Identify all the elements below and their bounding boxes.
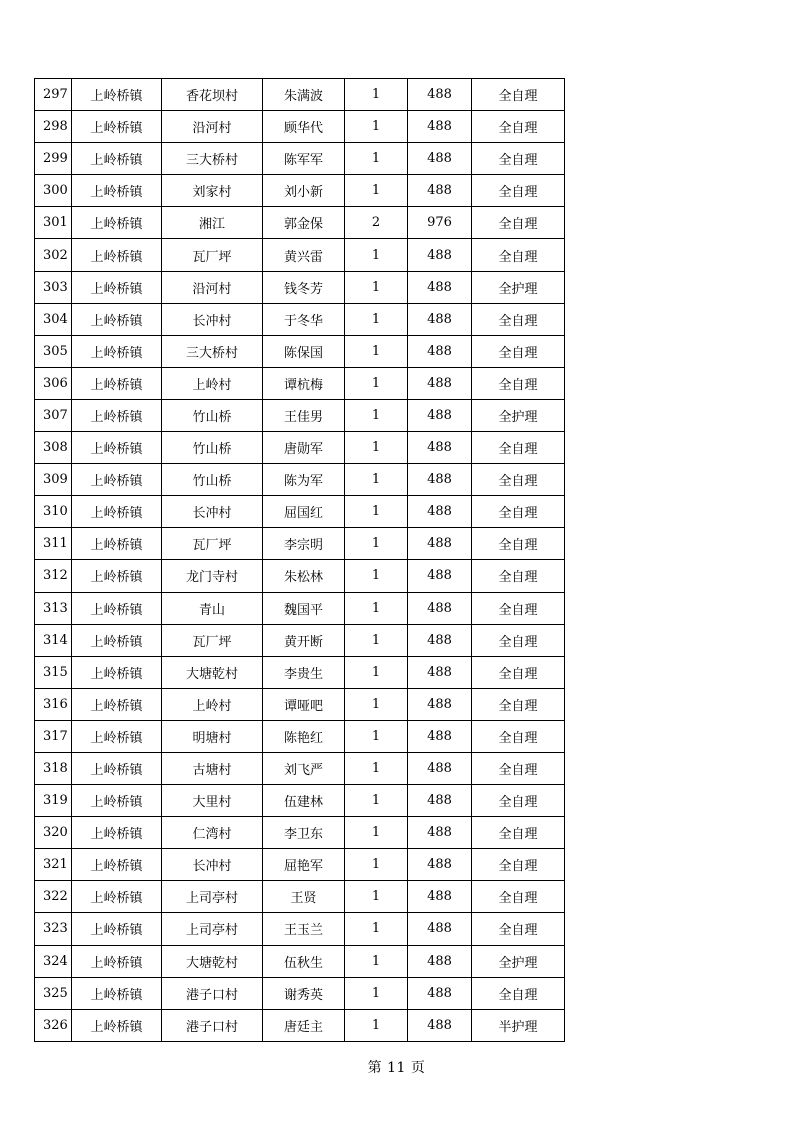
town-cell: 上岭桥镇 bbox=[72, 239, 162, 271]
row-number: 324 bbox=[35, 945, 72, 977]
care-type-cell: 全自理 bbox=[472, 881, 565, 913]
count-cell: 1 bbox=[345, 175, 408, 207]
village-cell: 上岭村 bbox=[162, 367, 263, 399]
table-row bbox=[35, 656, 565, 688]
care-type-cell: 全自理 bbox=[472, 592, 565, 624]
table-row bbox=[35, 560, 565, 592]
table-row bbox=[35, 1009, 565, 1041]
row-number: 315 bbox=[35, 656, 72, 688]
name-cell: 王贤 bbox=[263, 881, 345, 913]
table-row bbox=[35, 817, 565, 849]
care-type-cell: 全自理 bbox=[472, 977, 565, 1009]
care-type-cell: 全护理 bbox=[472, 945, 565, 977]
row-number: 319 bbox=[35, 785, 72, 817]
amount-cell: 488 bbox=[408, 271, 472, 303]
town-cell: 上岭桥镇 bbox=[72, 303, 162, 335]
town-cell: 上岭桥镇 bbox=[72, 977, 162, 1009]
row-number: 318 bbox=[35, 752, 72, 784]
table-row bbox=[35, 79, 565, 111]
village-cell: 龙门寺村 bbox=[162, 560, 263, 592]
row-number: 306 bbox=[35, 367, 72, 399]
amount-cell: 488 bbox=[408, 720, 472, 752]
table-row bbox=[35, 303, 565, 335]
count-cell: 1 bbox=[345, 977, 408, 1009]
table-row bbox=[35, 464, 565, 496]
town-cell: 上岭桥镇 bbox=[72, 79, 162, 111]
name-cell: 黄开断 bbox=[263, 624, 345, 656]
name-cell: 钱冬芳 bbox=[263, 271, 345, 303]
village-cell: 大里村 bbox=[162, 785, 263, 817]
row-number: 314 bbox=[35, 624, 72, 656]
name-cell: 朱松林 bbox=[263, 560, 345, 592]
table-row bbox=[35, 175, 565, 207]
town-cell: 上岭桥镇 bbox=[72, 752, 162, 784]
care-type-cell: 全自理 bbox=[472, 111, 565, 143]
row-number: 312 bbox=[35, 560, 72, 592]
village-cell: 上司亭村 bbox=[162, 913, 263, 945]
count-cell: 1 bbox=[345, 849, 408, 881]
town-cell: 上岭桥镇 bbox=[72, 207, 162, 239]
village-cell: 瓦厂坪 bbox=[162, 239, 263, 271]
count-cell: 1 bbox=[345, 1009, 408, 1041]
town-cell: 上岭桥镇 bbox=[72, 913, 162, 945]
town-cell: 上岭桥镇 bbox=[72, 464, 162, 496]
row-number: 311 bbox=[35, 528, 72, 560]
town-cell: 上岭桥镇 bbox=[72, 271, 162, 303]
count-cell: 1 bbox=[345, 656, 408, 688]
row-number: 321 bbox=[35, 849, 72, 881]
care-type-cell: 全自理 bbox=[472, 656, 565, 688]
count-cell: 1 bbox=[345, 817, 408, 849]
name-cell: 顾华代 bbox=[263, 111, 345, 143]
name-cell: 唐勋军 bbox=[263, 432, 345, 464]
amount-cell: 488 bbox=[408, 111, 472, 143]
town-cell: 上岭桥镇 bbox=[72, 1009, 162, 1041]
care-type-cell: 全护理 bbox=[472, 271, 565, 303]
care-type-cell: 全自理 bbox=[472, 207, 565, 239]
count-cell: 1 bbox=[345, 496, 408, 528]
amount-cell: 488 bbox=[408, 528, 472, 560]
town-cell: 上岭桥镇 bbox=[72, 111, 162, 143]
village-cell: 沿河村 bbox=[162, 111, 263, 143]
row-number: 309 bbox=[35, 464, 72, 496]
name-cell: 伍秋生 bbox=[263, 945, 345, 977]
amount-cell: 488 bbox=[408, 849, 472, 881]
village-cell: 上司亭村 bbox=[162, 881, 263, 913]
count-cell: 1 bbox=[345, 271, 408, 303]
name-cell: 陈为军 bbox=[263, 464, 345, 496]
village-cell: 大塘乾村 bbox=[162, 945, 263, 977]
count-cell: 1 bbox=[345, 111, 408, 143]
town-cell: 上岭桥镇 bbox=[72, 945, 162, 977]
town-cell: 上岭桥镇 bbox=[72, 592, 162, 624]
count-cell: 1 bbox=[345, 592, 408, 624]
amount-cell: 488 bbox=[408, 656, 472, 688]
amount-cell: 488 bbox=[408, 335, 472, 367]
table-row bbox=[35, 688, 565, 720]
count-cell: 1 bbox=[345, 688, 408, 720]
care-type-cell: 全自理 bbox=[472, 464, 565, 496]
table-row bbox=[35, 496, 565, 528]
care-type-cell: 全自理 bbox=[472, 496, 565, 528]
table-row bbox=[35, 239, 565, 271]
row-number: 305 bbox=[35, 335, 72, 367]
village-cell: 香花坝村 bbox=[162, 79, 263, 111]
row-number: 310 bbox=[35, 496, 72, 528]
amount-cell: 488 bbox=[408, 977, 472, 1009]
row-number: 303 bbox=[35, 271, 72, 303]
village-cell: 港子口村 bbox=[162, 977, 263, 1009]
count-cell: 1 bbox=[345, 367, 408, 399]
town-cell: 上岭桥镇 bbox=[72, 624, 162, 656]
row-number: 323 bbox=[35, 913, 72, 945]
count-cell: 1 bbox=[345, 720, 408, 752]
town-cell: 上岭桥镇 bbox=[72, 720, 162, 752]
count-cell: 1 bbox=[345, 399, 408, 431]
name-cell: 王佳男 bbox=[263, 399, 345, 431]
count-cell: 1 bbox=[345, 464, 408, 496]
town-cell: 上岭桥镇 bbox=[72, 399, 162, 431]
row-number: 297 bbox=[35, 79, 72, 111]
village-cell: 竹山桥 bbox=[162, 399, 263, 431]
amount-cell: 488 bbox=[408, 913, 472, 945]
village-cell: 三大桥村 bbox=[162, 143, 263, 175]
village-cell: 港子口村 bbox=[162, 1009, 263, 1041]
table-row bbox=[35, 111, 565, 143]
name-cell: 王玉兰 bbox=[263, 913, 345, 945]
amount-cell: 488 bbox=[408, 752, 472, 784]
table-row bbox=[35, 207, 565, 239]
name-cell: 谭哑吧 bbox=[263, 688, 345, 720]
amount-cell: 976 bbox=[408, 207, 472, 239]
row-number: 307 bbox=[35, 399, 72, 431]
amount-cell: 488 bbox=[408, 303, 472, 335]
records-table bbox=[34, 78, 565, 1042]
count-cell: 1 bbox=[345, 881, 408, 913]
town-cell: 上岭桥镇 bbox=[72, 849, 162, 881]
amount-cell: 488 bbox=[408, 143, 472, 175]
name-cell: 伍建林 bbox=[263, 785, 345, 817]
table-row bbox=[35, 143, 565, 175]
name-cell: 刘飞严 bbox=[263, 752, 345, 784]
village-cell: 大塘乾村 bbox=[162, 656, 263, 688]
count-cell: 1 bbox=[345, 79, 408, 111]
count-cell: 1 bbox=[345, 624, 408, 656]
row-number: 313 bbox=[35, 592, 72, 624]
town-cell: 上岭桥镇 bbox=[72, 688, 162, 720]
village-cell: 青山 bbox=[162, 592, 263, 624]
town-cell: 上岭桥镇 bbox=[72, 367, 162, 399]
village-cell: 长冲村 bbox=[162, 496, 263, 528]
amount-cell: 488 bbox=[408, 464, 472, 496]
town-cell: 上岭桥镇 bbox=[72, 528, 162, 560]
town-cell: 上岭桥镇 bbox=[72, 175, 162, 207]
care-type-cell: 全护理 bbox=[472, 399, 565, 431]
village-cell: 三大桥村 bbox=[162, 335, 263, 367]
table-row bbox=[35, 367, 565, 399]
table-row bbox=[35, 624, 565, 656]
amount-cell: 488 bbox=[408, 560, 472, 592]
town-cell: 上岭桥镇 bbox=[72, 432, 162, 464]
amount-cell: 488 bbox=[408, 432, 472, 464]
row-number: 317 bbox=[35, 720, 72, 752]
amount-cell: 488 bbox=[408, 496, 472, 528]
village-cell: 明塘村 bbox=[162, 720, 263, 752]
table-row bbox=[35, 335, 565, 367]
care-type-cell: 全自理 bbox=[472, 303, 565, 335]
amount-cell: 488 bbox=[408, 1009, 472, 1041]
name-cell: 陈艳红 bbox=[263, 720, 345, 752]
table-row bbox=[35, 271, 565, 303]
row-number: 325 bbox=[35, 977, 72, 1009]
table-row bbox=[35, 720, 565, 752]
name-cell: 李卫东 bbox=[263, 817, 345, 849]
table-row bbox=[35, 432, 565, 464]
care-type-cell: 半护理 bbox=[472, 1009, 565, 1041]
name-cell: 唐廷主 bbox=[263, 1009, 345, 1041]
care-type-cell: 全自理 bbox=[472, 560, 565, 592]
count-cell: 1 bbox=[345, 335, 408, 367]
name-cell: 郭金保 bbox=[263, 207, 345, 239]
village-cell: 沿河村 bbox=[162, 271, 263, 303]
row-number: 320 bbox=[35, 817, 72, 849]
count-cell: 1 bbox=[345, 752, 408, 784]
village-cell: 湘江 bbox=[162, 207, 263, 239]
care-type-cell: 全自理 bbox=[472, 752, 565, 784]
amount-cell: 488 bbox=[408, 79, 472, 111]
count-cell: 1 bbox=[345, 143, 408, 175]
row-number: 300 bbox=[35, 175, 72, 207]
village-cell: 瓦厂坪 bbox=[162, 528, 263, 560]
row-number: 308 bbox=[35, 432, 72, 464]
table-row bbox=[35, 849, 565, 881]
care-type-cell: 全自理 bbox=[472, 849, 565, 881]
count-cell: 1 bbox=[345, 432, 408, 464]
care-type-cell: 全自理 bbox=[472, 817, 565, 849]
amount-cell: 488 bbox=[408, 592, 472, 624]
name-cell: 黄兴雷 bbox=[263, 239, 345, 271]
care-type-cell: 全自理 bbox=[472, 624, 565, 656]
village-cell: 长冲村 bbox=[162, 849, 263, 881]
town-cell: 上岭桥镇 bbox=[72, 881, 162, 913]
count-cell: 1 bbox=[345, 239, 408, 271]
care-type-cell: 全自理 bbox=[472, 335, 565, 367]
name-cell: 谭杭梅 bbox=[263, 367, 345, 399]
amount-cell: 488 bbox=[408, 785, 472, 817]
care-type-cell: 全自理 bbox=[472, 175, 565, 207]
care-type-cell: 全自理 bbox=[472, 432, 565, 464]
name-cell: 谢秀英 bbox=[263, 977, 345, 1009]
care-type-cell: 全自理 bbox=[472, 528, 565, 560]
name-cell: 于冬华 bbox=[263, 303, 345, 335]
records-table-body bbox=[35, 79, 565, 1042]
count-cell: 1 bbox=[345, 303, 408, 335]
care-type-cell: 全自理 bbox=[472, 79, 565, 111]
amount-cell: 488 bbox=[408, 367, 472, 399]
care-type-cell: 全自理 bbox=[472, 239, 565, 271]
row-number: 322 bbox=[35, 881, 72, 913]
amount-cell: 488 bbox=[408, 817, 472, 849]
town-cell: 上岭桥镇 bbox=[72, 785, 162, 817]
village-cell: 竹山桥 bbox=[162, 432, 263, 464]
care-type-cell: 全自理 bbox=[472, 785, 565, 817]
amount-cell: 488 bbox=[408, 945, 472, 977]
amount-cell: 488 bbox=[408, 239, 472, 271]
row-number: 326 bbox=[35, 1009, 72, 1041]
amount-cell: 488 bbox=[408, 175, 472, 207]
name-cell: 屈艳军 bbox=[263, 849, 345, 881]
amount-cell: 488 bbox=[408, 624, 472, 656]
village-cell: 刘家村 bbox=[162, 175, 263, 207]
count-cell: 2 bbox=[345, 207, 408, 239]
page-number: 第 11 页 bbox=[367, 1060, 426, 1076]
town-cell: 上岭桥镇 bbox=[72, 817, 162, 849]
name-cell: 刘小新 bbox=[263, 175, 345, 207]
count-cell: 1 bbox=[345, 945, 408, 977]
village-cell: 瓦厂坪 bbox=[162, 624, 263, 656]
table-row bbox=[35, 528, 565, 560]
row-number: 304 bbox=[35, 303, 72, 335]
village-cell: 上岭村 bbox=[162, 688, 263, 720]
village-cell: 长冲村 bbox=[162, 303, 263, 335]
name-cell: 李贵生 bbox=[263, 656, 345, 688]
name-cell: 陈军军 bbox=[263, 143, 345, 175]
row-number: 301 bbox=[35, 207, 72, 239]
amount-cell: 488 bbox=[408, 881, 472, 913]
row-number: 298 bbox=[35, 111, 72, 143]
table-row bbox=[35, 592, 565, 624]
table-row bbox=[35, 399, 565, 431]
town-cell: 上岭桥镇 bbox=[72, 143, 162, 175]
care-type-cell: 全自理 bbox=[472, 143, 565, 175]
table-row bbox=[35, 881, 565, 913]
row-number: 316 bbox=[35, 688, 72, 720]
name-cell: 屈国红 bbox=[263, 496, 345, 528]
village-cell: 仁湾村 bbox=[162, 817, 263, 849]
count-cell: 1 bbox=[345, 913, 408, 945]
count-cell: 1 bbox=[345, 560, 408, 592]
care-type-cell: 全自理 bbox=[472, 913, 565, 945]
amount-cell: 488 bbox=[408, 688, 472, 720]
village-cell: 竹山桥 bbox=[162, 464, 263, 496]
row-number: 299 bbox=[35, 143, 72, 175]
table-row bbox=[35, 977, 565, 1009]
name-cell: 李宗明 bbox=[263, 528, 345, 560]
count-cell: 1 bbox=[345, 785, 408, 817]
care-type-cell: 全自理 bbox=[472, 688, 565, 720]
name-cell: 陈保国 bbox=[263, 335, 345, 367]
amount-cell: 488 bbox=[408, 399, 472, 431]
care-type-cell: 全自理 bbox=[472, 367, 565, 399]
name-cell: 朱满波 bbox=[263, 79, 345, 111]
table-row bbox=[35, 913, 565, 945]
care-type-cell: 全自理 bbox=[472, 720, 565, 752]
table-row bbox=[35, 752, 565, 784]
town-cell: 上岭桥镇 bbox=[72, 496, 162, 528]
table-row bbox=[35, 945, 565, 977]
name-cell: 魏国平 bbox=[263, 592, 345, 624]
town-cell: 上岭桥镇 bbox=[72, 335, 162, 367]
table-row bbox=[35, 785, 565, 817]
town-cell: 上岭桥镇 bbox=[72, 656, 162, 688]
village-cell: 古塘村 bbox=[162, 752, 263, 784]
row-number: 302 bbox=[35, 239, 72, 271]
count-cell: 1 bbox=[345, 528, 408, 560]
town-cell: 上岭桥镇 bbox=[72, 560, 162, 592]
